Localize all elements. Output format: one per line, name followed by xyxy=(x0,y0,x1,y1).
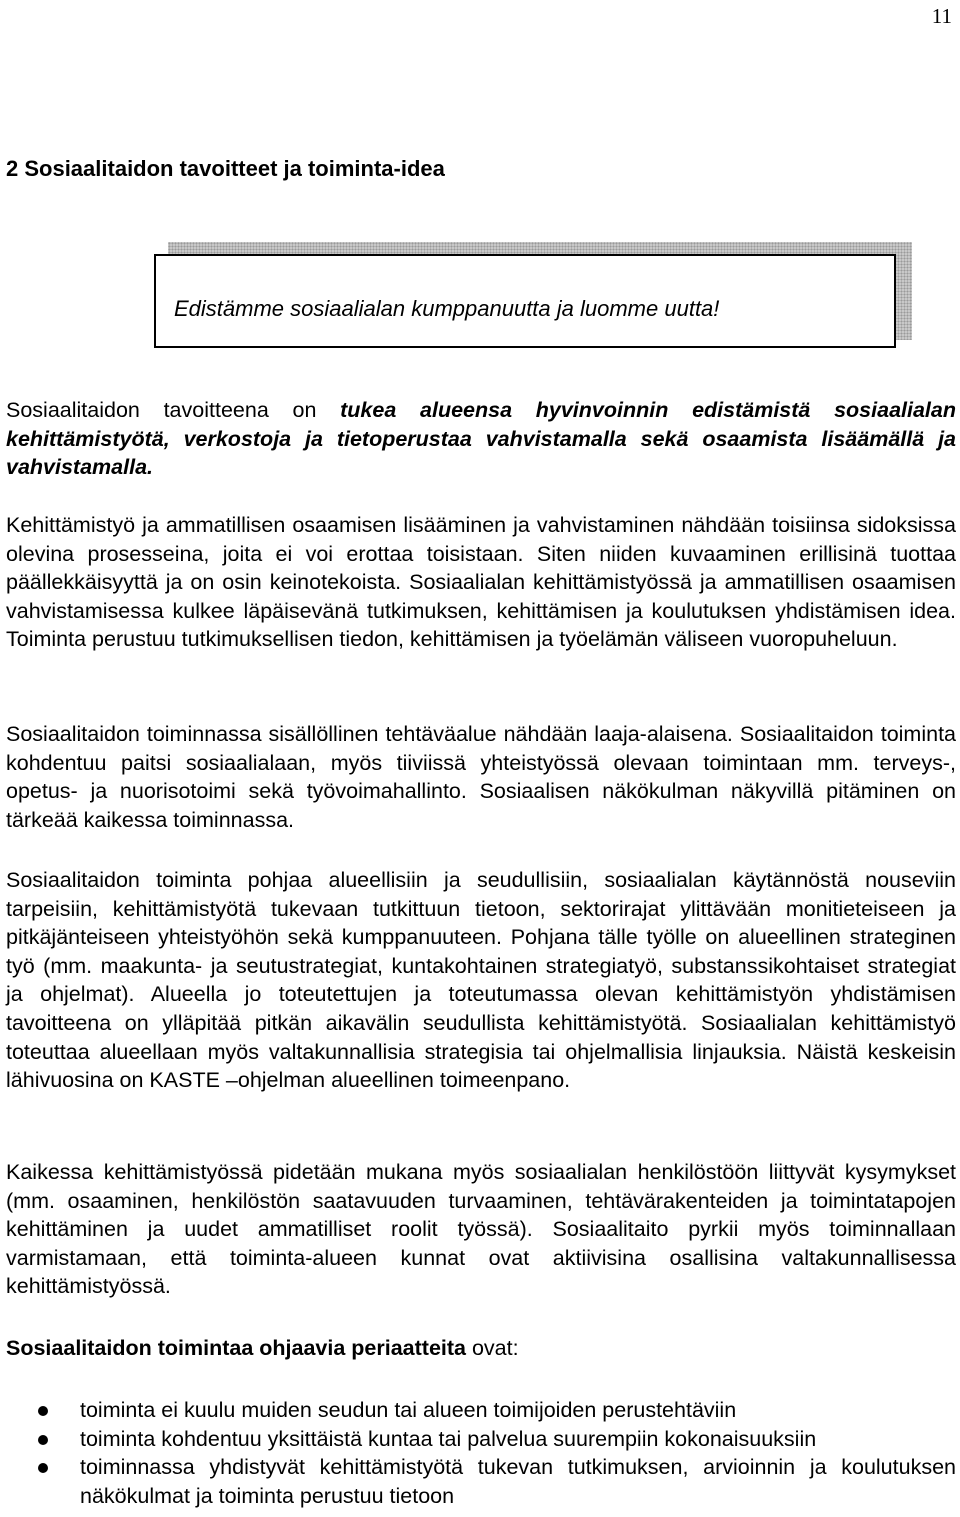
paragraph-personnel-text: Kaikessa kehittämistyössä pidetään mukana myös sosiaalialan henkilöstöön liittyvät kysymykset (mm. osaaminen, henkilöstön saatavuuden turvaaminen, tehtävärakenteiden ja toimintatapojen kehittäminen ja uudet ammatilliset roolit työssä). Sosiaalitaito pyrkii myös toiminnallaan varmistamaan, että toiminta-alueen kunnat ovat aktiivisina osallisina valtakunnallisessa kehittämistyössä. xyxy=(6,1160,956,1299)
list-item xyxy=(6,1396,956,1425)
paragraph-development-text: Kehittämistyö ja ammatillisen osaamisen lisääminen ja vahvistaminen nähdään toisiinsa sidoksissa olevina prosesseina, joita ei voi erottaa toisistaan. Siten niiden kuvaaminen erillisinä tuottaa päällekkäisyyttä ja on osin keinotekoista. Sosiaalialan kehittämistyössä ja ammatillisen osaamisen vahvistamisessa kulkee läpäisevänä tutkimuksen, kehittämisen ja koulutuksen yhdistämisen idea. Toiminta perustuu tutkimuksellisen tiedon, kehittämisen ja työelämän väliseen vuoropuheluun. xyxy=(6,513,956,652)
list-item xyxy=(6,1453,956,1510)
paragraph-development xyxy=(6,511,956,654)
paragraph-scope-text: Sosiaalitaidon toiminnassa sisällöllinen tehtäväalue nähdään laaja-alaisena. Sosiaalitaidon toiminta kohdentuu paitsi sosiaalialaan, myös tiiviissä yhteistyössä olevaan toimintaan mm. terveys-, opetus- ja nuorisotoimi sekä työvoimahallinto. Sosiaalisen näkökulman näkyvillä pitäminen on tärkeää kaikessa toiminnassa. xyxy=(6,722,956,832)
principles-intro xyxy=(6,1334,956,1363)
list-item-text: toiminta kohdentuu yksittäistä kuntaa tai palvelua suurempiin kokonaisuuksiin xyxy=(80,1426,817,1451)
section-heading: 2 Sosiaalitaidon tavoitteet ja toiminta-idea xyxy=(6,156,445,181)
page-number: 11 xyxy=(931,4,952,28)
callout-box xyxy=(154,254,896,348)
bullet-icon xyxy=(38,1406,48,1416)
principles-list xyxy=(6,1396,956,1510)
goal-lead: Sosiaalitaidon tavoitteena on xyxy=(6,398,341,422)
goal-emphasis: tukea alueensa hyvinvoinnin edistämistä sosiaalialan kehittämistyötä, verkostoja ja tietoperustaa vahvistamalla sekä osaamista lisäämällä ja vahvistamalla. xyxy=(6,398,956,480)
principles-rest: ovat: xyxy=(466,1336,519,1360)
paragraph-regional-text: Sosiaalitaidon toiminta pohjaa alueellisiin ja seudullisiin, sosiaalialan käytännöstä nouseviin tarpeisiin, kehittämistyötä tukevaan tutkittuun tietoon, sektorirajat ylittävään monitieteiseen ja pitkäjänteiseen yhteistyöhön sekä kumppanuuteen. Pohjana tälle työlle on alueellinen strateginen työ (mm. maakunta- ja seutustrategiat, kuntakohtainen strategiatyö, substanssikohtaiset strategiat ja ohjelmat). Alueella jo toteutettujen ja toteutumassa olevan kehittämistyön yhdistämisen tavoitteena on ylläpitää pitkän aikavälin seudullista kehittämistyötä. Sosiaalialan kehittämistyö toteuttaa alueellaan myös valtakunnallisia strategisia tai ohjelmallisia linjauksia. Näistä keskeisin lähivuosina on KASTE –ohjelman alueellinen toimeenpano. xyxy=(6,868,956,1093)
bullet-icon xyxy=(38,1463,48,1473)
paragraph-scope xyxy=(6,720,956,834)
callout-text: Edistämme sosiaalialan kumppanuutta ja luomme uutta! xyxy=(174,296,720,321)
paragraph-personnel xyxy=(6,1158,956,1301)
bullet-icon xyxy=(38,1435,48,1445)
principles-bold: Sosiaalitaidon toimintaa ohjaavia periaatteita xyxy=(6,1336,466,1360)
paragraph-regional xyxy=(6,866,956,1095)
list-item xyxy=(6,1425,956,1454)
list-item-text: toiminnassa yhdistyvät kehittämistyötä tukevan tutkimuksen, arvioinnin ja koulutuksen näkökulmat ja toiminta perustuu tietoon xyxy=(80,1455,956,1508)
list-item-text: toiminta ei kuulu muiden seudun tai alueen toimijoiden perustehtäviin xyxy=(80,1398,737,1422)
paragraph-goal xyxy=(6,396,956,482)
